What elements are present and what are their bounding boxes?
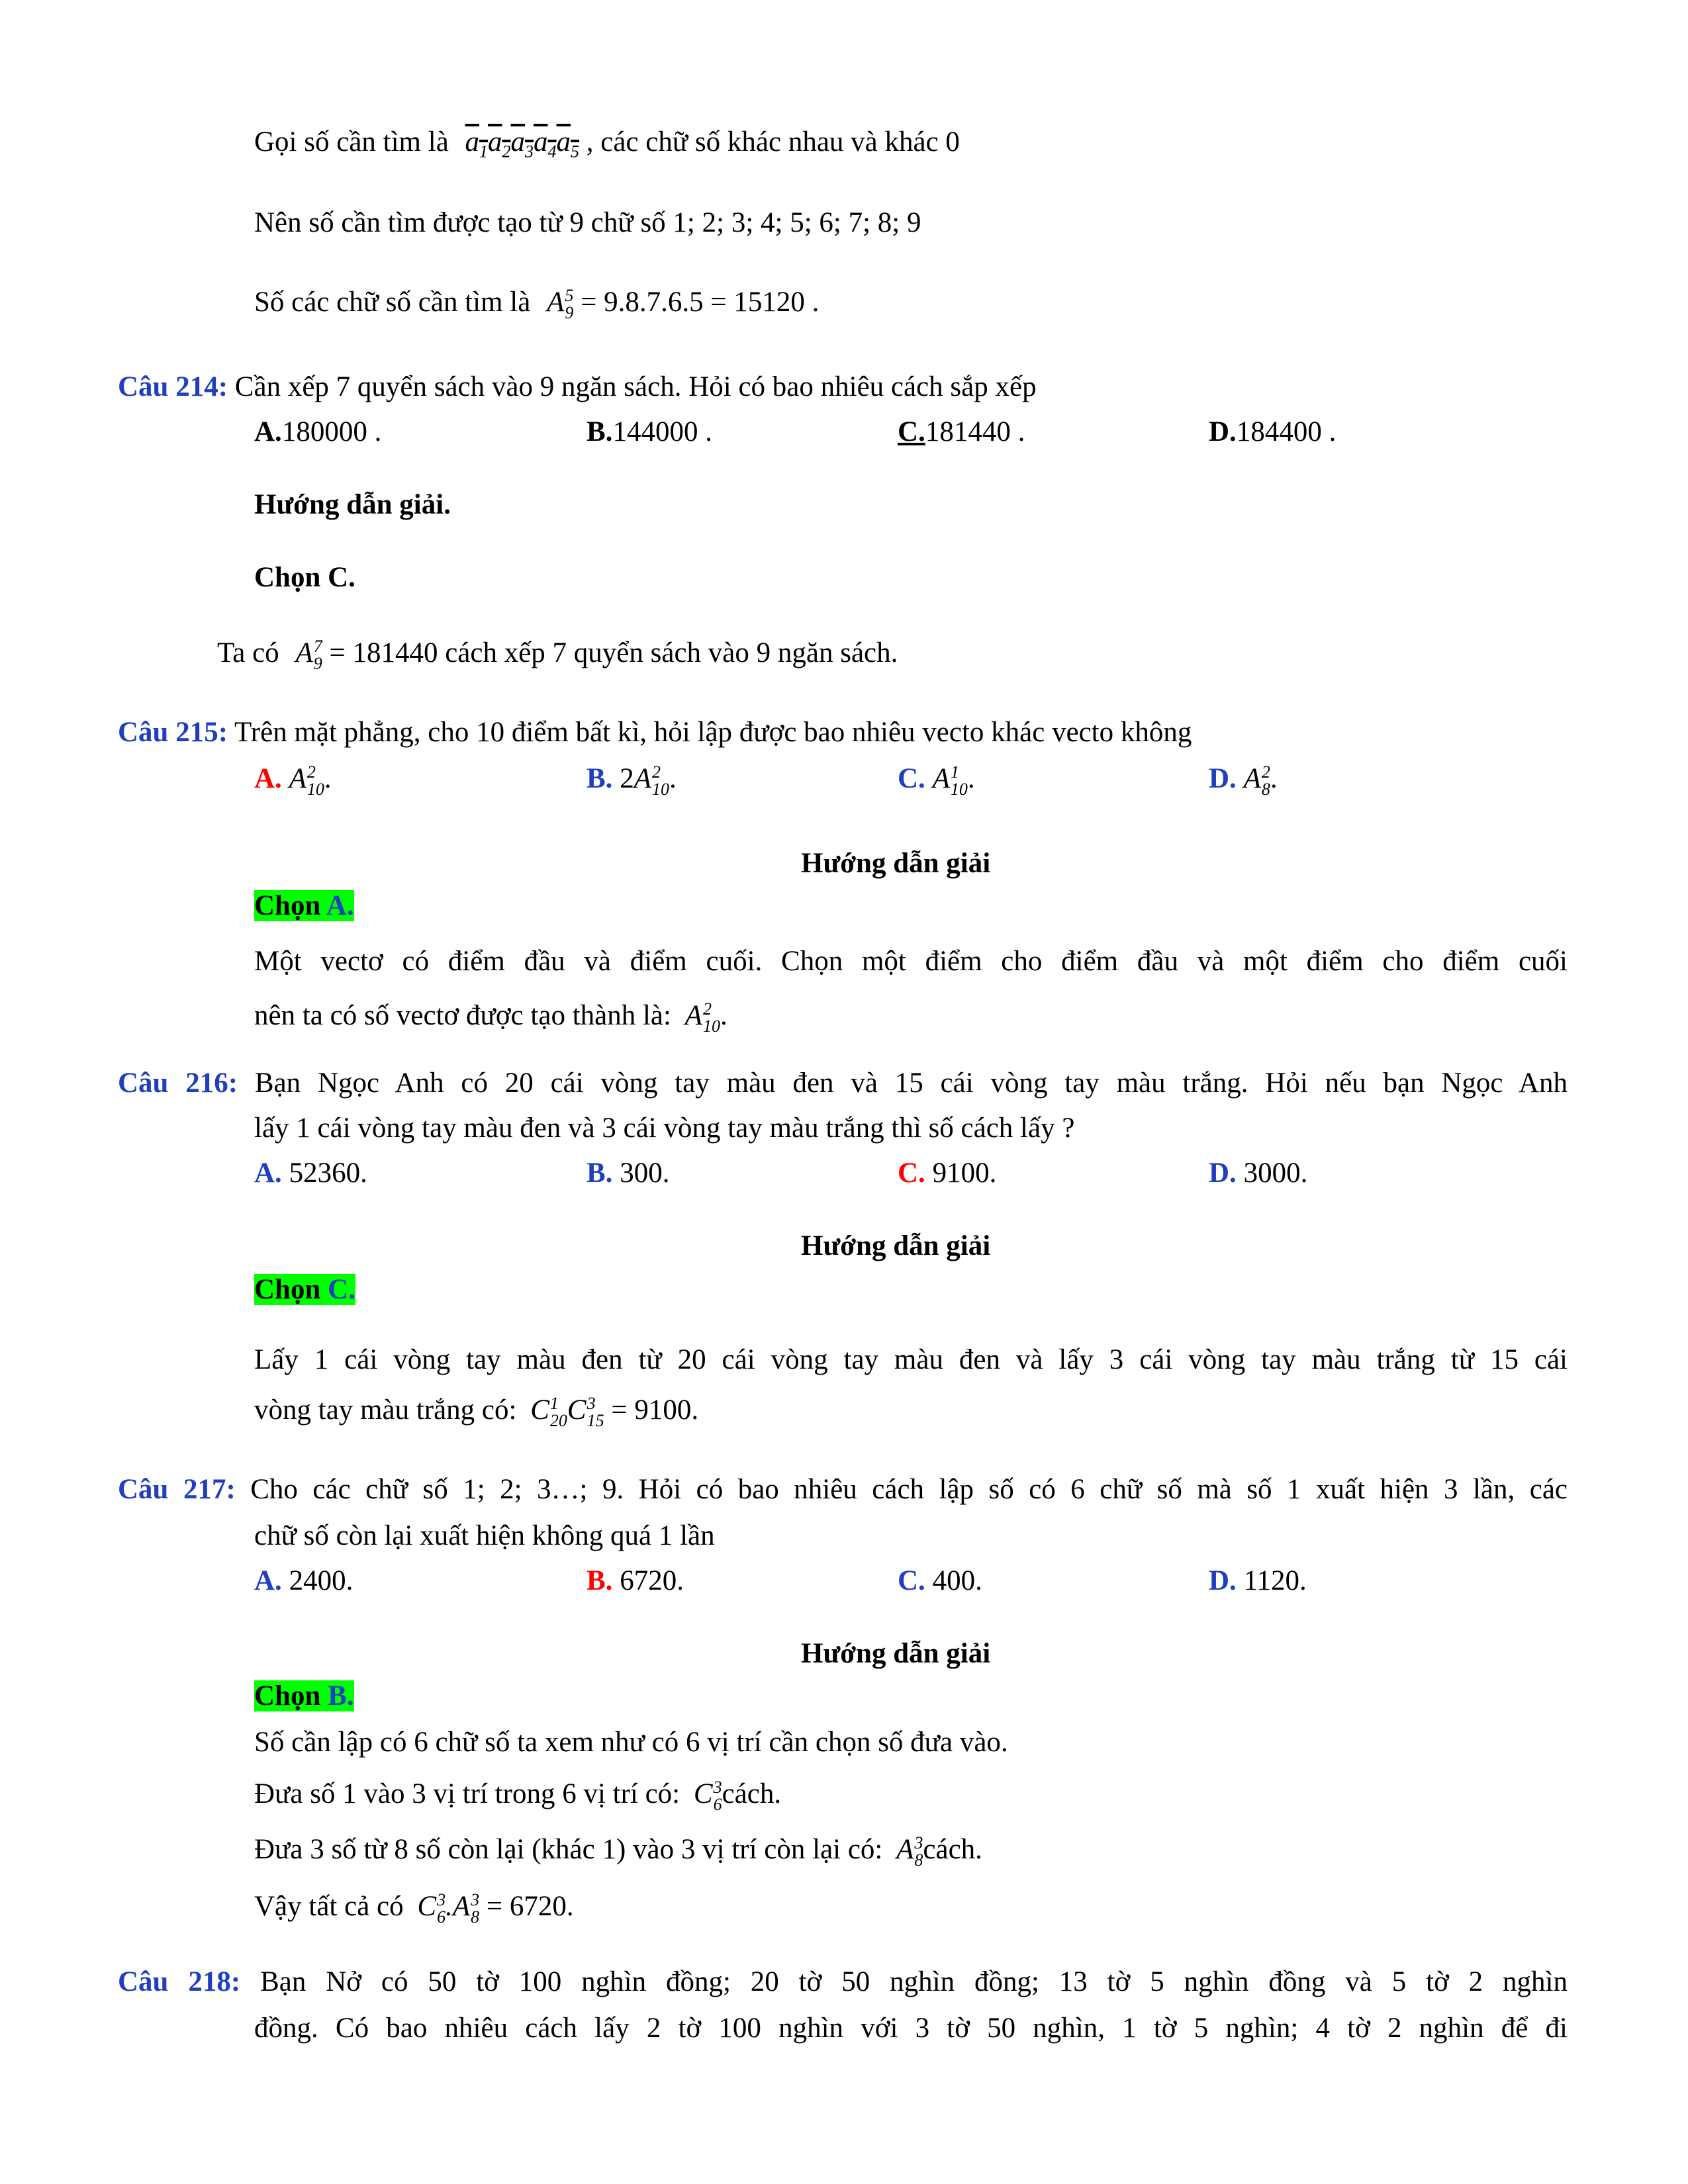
- guide-heading: Hướng dẫn giải.: [254, 489, 451, 520]
- solution-line-3: Đưa 3 số từ 8 số còn lại (khác 1) vào 3 vị trí còn lại có: A 3 8 cách.: [254, 1833, 982, 1870]
- option-b: B. 300.: [586, 1158, 670, 1189]
- option-a: A. 52360.: [254, 1158, 367, 1189]
- question-label: Câu 215:: [118, 717, 228, 748]
- intro-line-3-pre: Số các chữ số cần tìm là: [254, 287, 531, 318]
- option-a: A. 2400.: [254, 1565, 353, 1596]
- guide-heading: Hướng dẫn giải: [801, 1230, 991, 1261]
- solution-line-4: Vậy tất cả có C 3 6 .A 3 8 = 6720.: [254, 1890, 574, 1927]
- option-d: D. A 2 8 .: [1209, 762, 1278, 799]
- question-text-2: đồng. Có bao nhiêu cách lấy 2 tờ 100 nghìn với 3 tờ 50 nghìn, 1 tờ 5 nghìn; 4 tờ 2 nghìn để đi: [254, 2013, 1568, 2044]
- solution-line-1: Một vectơ có điểm đầu và điểm cuối. Chọn một điểm cho điểm đầu và một điểm cho điểm cuối: [254, 946, 1568, 977]
- question-217: [118, 1473, 1568, 1506]
- option-a: A. A 2 10 .: [254, 762, 332, 799]
- option-d: D. 1120.: [1209, 1565, 1307, 1596]
- intro-line-1-post: , các chữ số khác nhau và khác 0: [586, 126, 960, 158]
- solution-line-1: Lấy 1 cái vòng tay màu đen từ 20 cái vòng tay màu đen và lấy 3 cái vòng tay màu trắng từ 15 cái: [254, 1344, 1568, 1375]
- question-text: Bạn Ngọc Anh có 20 cái vòng tay màu đen và 15 cái vòng tay màu trắng. Hỏi nếu bạn Ngọc Anh: [254, 1068, 1568, 1099]
- answer-choice: Chọn C.: [254, 562, 355, 593]
- option-b: B. 6720.: [586, 1565, 684, 1596]
- solution-line-2: nên ta có số vectơ được tạo thành là: A 2 10 .: [254, 999, 727, 1036]
- option-c: C. 400.: [898, 1565, 982, 1596]
- option-b: B.144000 .: [586, 416, 712, 447]
- question-214: [118, 371, 1037, 403]
- arrangement-formula: A 7 9: [295, 637, 322, 674]
- guide-heading: Hướng dẫn giải: [801, 1638, 991, 1669]
- option-c: C.181440 .: [898, 416, 1025, 447]
- answer-choice: Chọn A.: [254, 890, 354, 921]
- answer-choice: Chọn B.: [254, 1680, 354, 1711]
- solution-line-2: vòng tay màu trắng có: C 1 20 C 3 15 = 9100.: [254, 1394, 699, 1431]
- question-text: Trên mặt phẳng, cho 10 điểm bất kì, hỏi lập được bao nhiêu vecto khác vecto không: [234, 717, 1192, 748]
- question-text-2: lấy 1 cái vòng tay màu đen và 3 cái vòng tay màu trắng thì số cách lấy ?: [254, 1113, 1075, 1144]
- intro-line-1: [254, 126, 960, 161]
- intro-line-3-formula: = 9.8.7.6.5 = 15120 .: [581, 287, 820, 318]
- question-text: Bạn Nở có 50 tờ 100 nghìn đồng; 20 tờ 50 nghìn đồng; 13 tờ 5 nghìn đồng và 5 tờ 2 nghìn: [260, 1966, 1568, 1997]
- option-b: B. 2A 2 10 .: [586, 762, 677, 799]
- guide-heading: Hướng dẫn giải: [801, 848, 991, 879]
- solution-line-1: Số cần lập có 6 chữ số ta xem như có 6 vị trí cần chọn số đưa vào.: [254, 1727, 1008, 1758]
- question-label: Câu 216:: [118, 1068, 238, 1099]
- question-215: [118, 716, 1192, 749]
- option-c: C. 9100.: [898, 1158, 997, 1189]
- question-text-2: chữ số còn lại xuất hiện không quá 1 lần: [254, 1520, 715, 1551]
- question-label: Câu 217:: [118, 1474, 236, 1505]
- number-variable: $a_1a_2a_3a_4a_5$: [465, 126, 580, 161]
- intro-line-1-pre: Gọi số cần tìm là: [254, 126, 449, 158]
- solution-line: Ta có A 7 9 = 181440 cách xếp 7 quyển sách vào 9 ngăn sách.: [217, 637, 898, 674]
- question-216: [118, 1067, 1568, 1099]
- question-label: Câu 218:: [118, 1966, 241, 1997]
- answer-choice: Chọn C.: [254, 1274, 355, 1305]
- question-text: Cho các chữ số 1; 2; 3…; 9. Hỏi có bao nhiêu cách lập số có 6 chữ số mà số 1 xuất hiện 3 lần, các: [250, 1474, 1568, 1505]
- option-a: A.180000 .: [254, 416, 382, 447]
- question-text: Cần xếp 7 quyển sách vào 9 ngăn sách. Hỏi có bao nhiêu cách sắp xếp: [234, 371, 1037, 402]
- arrangement-formula: A 5 9: [547, 286, 574, 323]
- solution-line-2: Đưa số 1 vào 3 vị trí trong 6 vị trí có: C 3 6 cách.: [254, 1778, 782, 1815]
- question-218: [118, 1966, 1568, 1998]
- intro-line-2: Nên số cần tìm được tạo từ 9 chữ số 1; 2; 3; 4; 5; 6; 7; 8; 9: [254, 207, 921, 238]
- option-d: D.184400 .: [1209, 416, 1336, 447]
- option-d: D. 3000.: [1209, 1158, 1308, 1189]
- option-c: C. A 1 10 .: [898, 762, 975, 799]
- intro-line-3: [254, 286, 819, 322]
- question-label: Câu 214:: [118, 371, 228, 402]
